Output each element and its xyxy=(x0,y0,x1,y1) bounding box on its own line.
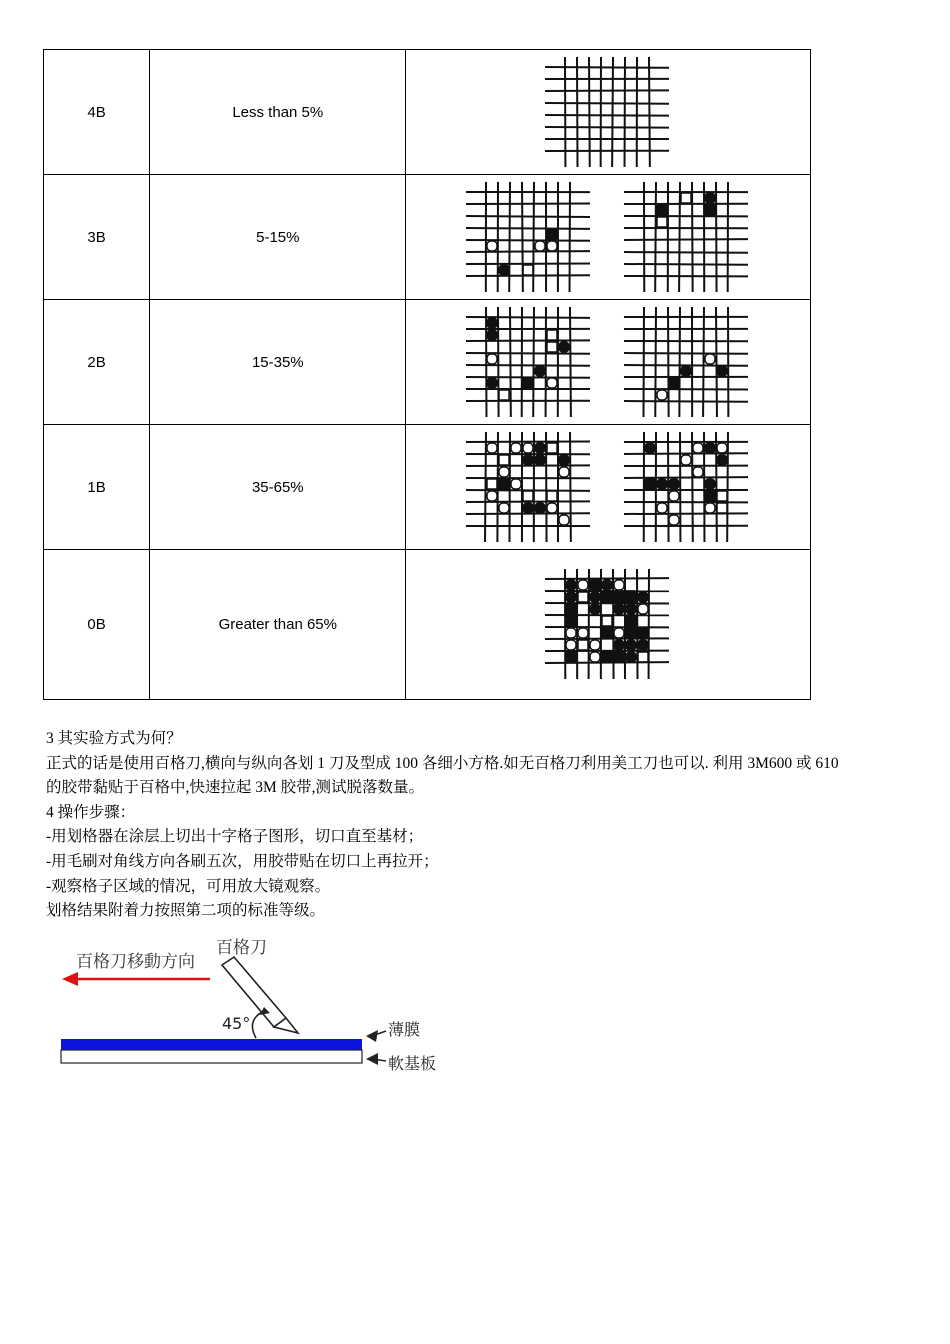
table-row xyxy=(44,300,811,425)
method-paragraph-line1: 正式的话是使用百格刀,横向与纵向各划 1 刀及型成 100 各细小方格.如无百格刀利用美工刀也可以. 利用 3M600 或 610 xyxy=(46,754,839,772)
substrate-layer xyxy=(61,1050,362,1063)
procedure-text xyxy=(46,727,926,924)
direction-label: 百格刀移動方向 xyxy=(76,952,195,972)
table-row xyxy=(44,550,811,700)
crosscut-grid-figure xyxy=(622,180,752,295)
grade-cell: 1B xyxy=(44,425,150,550)
film-layer xyxy=(61,1039,362,1050)
tool-label: 百格刀 xyxy=(216,938,267,958)
grade-cell: 0B xyxy=(44,550,150,700)
crosscut-grid-figure xyxy=(543,567,673,682)
table-row xyxy=(44,175,811,300)
method-paragraph-line2: 的胶带黏贴于百格中,快速拉起 3M 胶带,测试脱落数量。 xyxy=(46,779,425,797)
figure-cell xyxy=(406,550,811,700)
step-3: -观察格子区域的情况，可用放大镜观察。 xyxy=(46,877,331,895)
area-cell: Greater than 65% xyxy=(150,550,406,700)
angle-arc-icon xyxy=(252,1011,264,1038)
direction-arrowhead-icon xyxy=(62,972,78,986)
crosscut-grid-figure xyxy=(464,430,594,545)
table-row xyxy=(44,50,811,175)
table-row xyxy=(44,425,811,550)
angle-label: 45° xyxy=(222,1014,251,1033)
section-4-heading: 4 操作步骤： xyxy=(46,803,136,821)
figure-cell xyxy=(406,425,811,550)
step-1: -用划格器在涂层上切出十字格子图形，切口直至基材； xyxy=(46,828,424,846)
crosscut-grid-figure xyxy=(464,305,594,420)
crosscut-grid-figure xyxy=(622,305,752,420)
cross-cut-diagram xyxy=(50,935,470,1080)
figure-cell xyxy=(406,50,811,175)
area-cell: Less than 5% xyxy=(150,50,406,175)
figure-cell xyxy=(406,175,811,300)
crosscut-grid-figure xyxy=(622,430,752,545)
section-3-heading: 3 其实验方式为何？ xyxy=(46,730,182,747)
grade-cell: 2B xyxy=(44,300,150,425)
area-cell: 5-15% xyxy=(150,175,406,300)
area-cell: 35-65% xyxy=(150,425,406,550)
result-note: 划格结果附着力按照第二项的标准等级。 xyxy=(46,902,326,920)
grade-cell: 3B xyxy=(44,175,150,300)
grade-cell: 4B xyxy=(44,50,150,175)
substrate-label: 軟基板 xyxy=(388,1054,437,1073)
figure-cell xyxy=(406,300,811,425)
crosscut-grid-figure xyxy=(543,55,673,170)
area-cell: 15-35% xyxy=(150,300,406,425)
step-2: -用毛刷对角线方向各刷五次，用胶带贴在切口上再拉开； xyxy=(46,852,439,870)
crosscut-grid-figure xyxy=(464,180,594,295)
grade-table xyxy=(43,49,811,700)
film-label: 薄膜 xyxy=(388,1020,421,1039)
